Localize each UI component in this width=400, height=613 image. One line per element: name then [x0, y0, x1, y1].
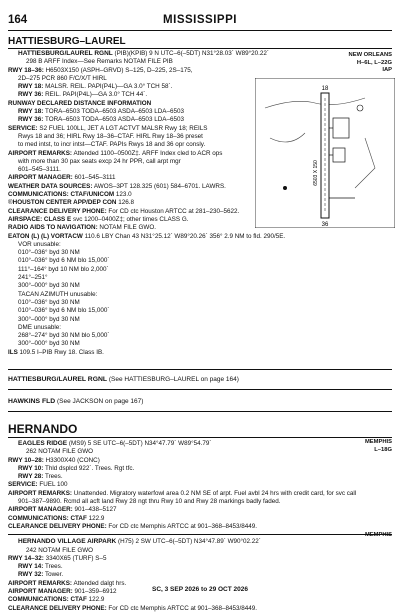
diagram-label-18: 18	[321, 86, 329, 92]
nav-unusable-item: 010°–036° byd 6 NM blo 15,000´	[18, 257, 110, 265]
eagles-header: EAGLES RIDGE (MS9) 5 SE UTC–6(–5DT) N34°47.79´ W89°54.79´	[18, 440, 212, 447]
service-line: SERVICE: S2 FUEL 100LL, JET A LGT ACTVT MALSR Rwy 18; REILS	[8, 124, 208, 132]
eagles-runway: RWY 10–28: H3300X40 (CONC)	[8, 456, 100, 464]
runway-line: RWY 18–36: H6503X150 (ASPH–GRVD) S–125, D–225, 2S–175,	[8, 66, 193, 74]
radio-line: RADIO AIDS TO NAVIGATION: NOTAM FILE GWO.	[8, 224, 156, 232]
nav-unusable-item: VOR unusable:	[18, 240, 61, 248]
nav-unusable-item: 010°–036° byd 30 NM	[18, 298, 80, 306]
village-rwy14: RWY 14: Trees.	[18, 563, 63, 571]
nav-unusable-item: 241°–251°	[18, 274, 48, 282]
airport-info: (PIB)(KPIB) 9 N UTC–6(–5DT) N31°28.03´ W89°20.22´	[114, 50, 269, 57]
village-line2: 242 NOTAM FILE GWO	[26, 546, 94, 554]
city-heading: HATTIESBURG–LAUREL	[8, 36, 392, 49]
comms-line: COMMUNICATIONS: CTAF/UNICOM 123.0	[8, 191, 132, 199]
hawkins-reference	[8, 393, 392, 412]
nav-unusable-item: 010°–036° byd 30 NM	[18, 249, 80, 257]
hernando-section	[8, 422, 392, 613]
airspace-line: AIRSPACE: CLASS E svc 1200–0400Z‡; other times CLASS G.	[8, 215, 189, 223]
runway-line-b: 2D–275 PCR 860 F/C/X/T HIRL	[18, 74, 107, 82]
page-number: 164	[8, 14, 28, 26]
airport-name: HATTIESBURG/LAUREL RGNL	[18, 50, 113, 57]
eagles-service: SERVICE: FUEL 100	[8, 481, 68, 489]
village-clearance: CLEARANCE DELIVERY PHONE: For CD ctc Memphis ARTCC at 901–368–8453/8449.	[8, 604, 258, 612]
village-manager: AIRPORT MANAGER: 901–359–6912	[8, 588, 117, 596]
eagles-line2: 262 NOTAM FILE GWO	[26, 448, 94, 456]
service-line-b: Rwys 18 and 36; HIRL Rwy 18–36–CTAF. HIRL Rwy 18–36 preset	[18, 132, 203, 140]
nav-unusable-item: 300°–000° byd 30 NM	[18, 282, 80, 290]
nav-unusable-item: 300°–000° byd 30 NM	[18, 315, 80, 323]
rwy36-declared: RWY 36: TORA–6503 TODA–6503 ASDA–6503 LDA–6503	[18, 116, 184, 124]
city-heading: HERNANDO	[8, 422, 392, 438]
eagles-comms: COMMUNICATIONS: CTAF 122.9	[8, 514, 105, 522]
airport-diagram	[255, 78, 395, 228]
village-chart-tags: MEMPHIS	[364, 532, 392, 538]
hawkins-text: (See JACKSON on page 167)	[57, 398, 144, 405]
nav-unusable-item: DME unusable:	[18, 323, 62, 331]
page-header	[8, 14, 392, 31]
ref-text: (See HATTIESBURG–LAUREL on page 164)	[108, 376, 239, 383]
clearance-line: CLEARANCE DELIVERY PHONE: For CD ctc Houston ARTCC at 281–230–5622.	[8, 207, 240, 215]
circle-r-icon: ®	[8, 199, 13, 207]
eagles-rwy10: RWY 10: Thld dsplcd 922´. Trees. Rgt tfc.	[18, 464, 135, 472]
ils-line: ILS 109.5 I–PIB Rwy 18. Class IB.	[8, 348, 104, 356]
manager-line: AIRPORT MANAGER: 601–545–3111	[8, 174, 116, 182]
eagles-clearance: CLEARANCE DELIVERY PHONE: For CD ctc Memphis ARTCC at 901–368–8453/8449.	[8, 522, 258, 530]
nav-unusable-item: TACAN AZIMUTH unusable:	[18, 290, 98, 298]
remarks-line: AIRPORT REMARKS: Attended 1100–0500Z‡. ARFF Index cled to ACR ops	[8, 149, 223, 157]
weather-line: WEATHER DATA SOURCES: AWOS–3PT 128.325 (601) 584–6701. LAWRS.	[8, 182, 226, 190]
state-title: MISSISSIPPI	[163, 14, 237, 26]
nav-unusable-item: 010°–036° byd 6 NM blo 15,000´	[18, 307, 110, 315]
rwy18-declared: RWY 18: TORA–6503 TODA–6503 ASDA–6503 LDA–6503	[18, 108, 184, 116]
eagles-remarks: AIRPORT REMARKS: Unattended. Migratory waterfowl area 0.2 NM SE of arpt. Fuel avbl 24 hrs with credit card, for svc call	[8, 489, 357, 497]
vortac-line: EATON (L) (L) VORTACW 110.6 LBY Chan 43 N31°25.12´ W89°20.26´ 356° 2.9 NM to fld. 290/5E.	[8, 232, 286, 240]
chart-tags	[349, 52, 392, 75]
eagles-manager: AIRPORT MANAGER: 901–438–5127	[8, 506, 117, 514]
nav-unusable-list	[8, 241, 392, 349]
village-runway: RWY 14–32: 3340X65 (TURF) S–5	[8, 554, 107, 562]
declared-distance-heading: RUNWAY DECLARED DISTANCE INFORMATION	[8, 99, 152, 107]
village-header: HERNANDO VILLAGE AIRPARK (H75) 2 SW UTC–6(–5DT) N34°47.89´ W90°02.22´	[18, 538, 261, 546]
airport-header-line	[8, 50, 392, 58]
village-rwy32: RWY 32: Tower.	[18, 571, 64, 579]
service-line-c: to med intst, to incr intst—CTAF. PAPIs Rwys 18 and 36 opr consly.	[18, 141, 206, 149]
nav-unusable-item: 300°–000° byd 30 NM	[18, 340, 80, 348]
chart-tag-2: H–6L, L–22G	[356, 59, 392, 66]
houston-line: ®HOUSTON CENTER APP/DEP CON 126.8	[8, 199, 134, 207]
remarks-line-c: 601–545–3111.	[18, 166, 61, 174]
rwy36-line: RWY 36: REIL. PAPI(P4L)—GA 3.0° TCH 44´.	[18, 91, 148, 99]
airport-line2: 298 B ARFF Index—See Remarks NOTAM FILE PIB	[26, 58, 173, 66]
village-comms: COMMUNICATIONS: CTAF 122.9	[8, 596, 105, 604]
diagram-label-36: 36	[321, 222, 329, 228]
diagram-runway-dims: 6503 X 150	[313, 160, 319, 186]
nav-unusable-item: 268°–274° byd 30 NM blo 5,000´	[18, 332, 110, 340]
page-footer: SC, 3 SEP 2026 to 29 OCT 2026	[152, 586, 248, 593]
chart-tag-3: IAP	[382, 67, 392, 73]
nav-unusable-item: 111°–164° byd 10 NM blo 2,000´	[18, 265, 109, 273]
remarks-line-b: with more than 30 pax seats excp 24 hr PPR, call arpt mgr	[18, 157, 181, 165]
village-remarks: AIRPORT REMARKS: Attended dalgt hrs.	[8, 579, 127, 587]
chart-tag-1: NEW ORLEANS	[348, 52, 392, 58]
eagles-remarks-b: 901–387–9890. Rcmd all acft land Rwy 28 ngt thru Rwy 10 and Rwy 28 markings badly faded.	[18, 498, 281, 506]
hattiesburg-reference	[8, 366, 392, 390]
hawkins-name: HAWKINS FLD	[8, 398, 56, 405]
rwy18-line: RWY 18: MALSR. REIL. PAPI(P4L)—GA 3.0° TCH 58´.	[18, 83, 173, 91]
eagles-chart-tags: MEMPHIS L–18G	[364, 439, 392, 453]
ref-airport-name: HATTIESBURG/LAUREL RGNL	[8, 376, 108, 383]
eagles-rwy28: RWY 28: Trees.	[18, 473, 63, 481]
